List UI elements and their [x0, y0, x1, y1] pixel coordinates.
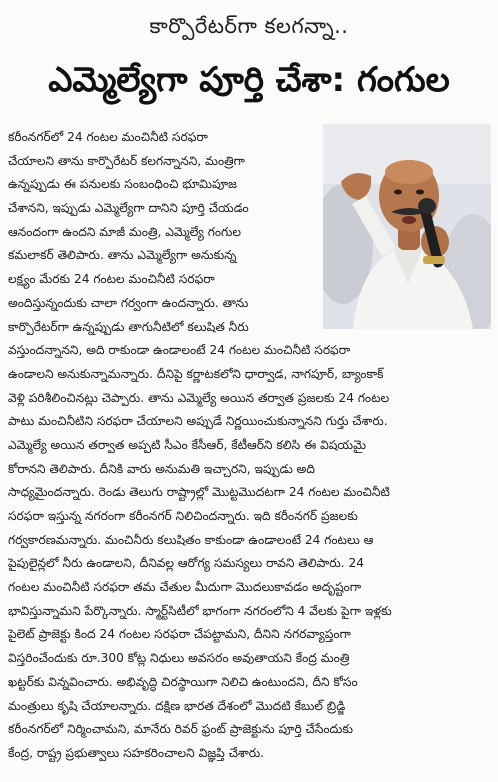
body-line: సాధ్యమైందన్నారు. రెండు తెలుగు రాష్ట్రాల్లో మొట్టమొదటగా 24 గంటల మంచినీటి	[8, 485, 390, 500]
body-line: కరీంనగర్‌లో 24 గంటల మంచినీటి సరఫరా	[8, 130, 208, 144]
body-line: ఆనందంగా ఉందని మాజీ మంత్రి, ఎమ్మెల్యే గంగుల	[8, 224, 241, 239]
body-line: భావిస్తున్నామని పేర్కొన్నారు. స్మార్ట్‌సిటీలో భాగంగా నగరంలోని 4 వేలకు పైగా ఇళ్లకు	[8, 603, 392, 618]
body-line: సరఫరా ఇస్తున్న నగరంగా కరీంనగర్ నిలిచిందన్నారు. ఇది కరీంనగర్ ప్రజలకు	[8, 509, 358, 523]
body-line: గర్వకారణమన్నారు. మంచినీరు కలుషితం కాకుండా ఉండాలంటే 24 గంటలు ఆ	[8, 532, 374, 547]
body-line: ఖట్టర్‌కు విన్నవించారు. అభివృద్ధి చిరస్థాయిగా నిలిచి ఉంటుందని, దీని కోసం	[8, 674, 358, 689]
body-line: ఎమ్మెల్యే అయిన తర్వాత అప్పటి సీఎం కేసీఆర్, కేటీఆర్‌ని కలిసి ఈ విషయమై	[8, 437, 367, 452]
body-line: విస్తరించేందుకు రూ.300 కోట్ల నిధులు అవసరం అవుతాయని కేంద్ర మంత్రి	[8, 651, 350, 666]
body-line: కార్పొరేటర్‌గా ఉన్నప్పుడు తాగునీటిలో కలుషిత నీరు	[8, 319, 249, 334]
body-line: మంత్రులు కృషి చేయాలన్నారు. దక్షిణ భారత దేశంలో మొదటి కేబుల్ బ్రిడ్జి	[8, 698, 346, 713]
body-line: లక్ష్యం మేరకు 24 గంటల మంచినీటి సరఫరా	[8, 272, 215, 287]
article-body	[8, 126, 492, 776]
body-line: అందిస్తున్నందుకు చాలా గర్వంగా ఉందన్నారు. తాను	[8, 295, 249, 310]
body-line: కోరానని తెలిపారు. దీనికి వారు అనుమతి ఇచ్చారని, ఇప్పుడు అది	[8, 461, 316, 476]
body-line: ఉండాలని అనుకున్నామన్నారు. దీనిపై కర్ణాటకలోని ధార్వాడ, నాగపూర్, బ్యాంకాక్	[8, 366, 384, 381]
body-line: పాటు మంచినీటిని సరఫరా చేయాలని అప్పుడే నిర్ణయించుకున్నానని గుర్తు చేశారు.	[8, 414, 388, 429]
article-headline: ఎమ్మెల్యేగా పూర్తి చేశా: గంగుల	[48, 60, 450, 100]
body-line: పైలెట్ ప్రాజెక్టు కింద 24 గంటల సరఫరా చేపట్టామని, దీనిని నగరవ్యాప్తంగా	[8, 627, 351, 642]
body-line: పైపులైన్లలో నీరు ఉండాలని, దీనివల్ల ఆరోగ్య సమస్యలు రావని తెలిపారు. 24	[8, 556, 364, 571]
body-line: చేశానని, ఇప్పుడు ఎమ్మెల్యేగా దానిని పూర్తి చేయడం	[8, 201, 249, 216]
body-line: కేంద్ర, రాష్ట్ర ప్రభుత్వాలు సహకరించాలని విజ్ఞప్తి చేశారు.	[8, 745, 265, 760]
body-line: ఉన్నప్పుడు ఈ పనులకు సంబంధించి భూమిపూజ	[8, 177, 237, 192]
body-line: వస్తుందన్నానని, అది రాకుండా ఉండాలంటే 24 గంటల మంచినీటి సరఫరా	[8, 343, 351, 358]
body-line: కరీంనగర్‌లో నిర్మించామని, మానేరు రివర్ ఫ్రంట్ ప్రాజెక్టును పూర్తి చేసేందుకు	[8, 722, 353, 737]
body-line: గంటల మంచినీటి సరఫరా తమ చేతుల మీదుగా మొదలుకావడం అదృష్టంగా	[8, 580, 362, 595]
article-kicker: కార్పొరేటర్‌గా కలగన్నా..	[149, 14, 349, 38]
body-line: వెళ్లి పరిశీలించినట్లు చెప్పారు. తాను ఎమ్మెల్యే అయిన తర్వాత ప్రజలకు 24 గంటల	[8, 390, 390, 405]
body-line: చేయాలని తాను కార్పొరేటర్ కలగన్నానని, మంత్రిగా	[8, 153, 245, 168]
body-line: కమలాకర్ తెలిపారు. తాను ఎమ్మెల్యేగా అనుకున్న	[8, 248, 237, 263]
